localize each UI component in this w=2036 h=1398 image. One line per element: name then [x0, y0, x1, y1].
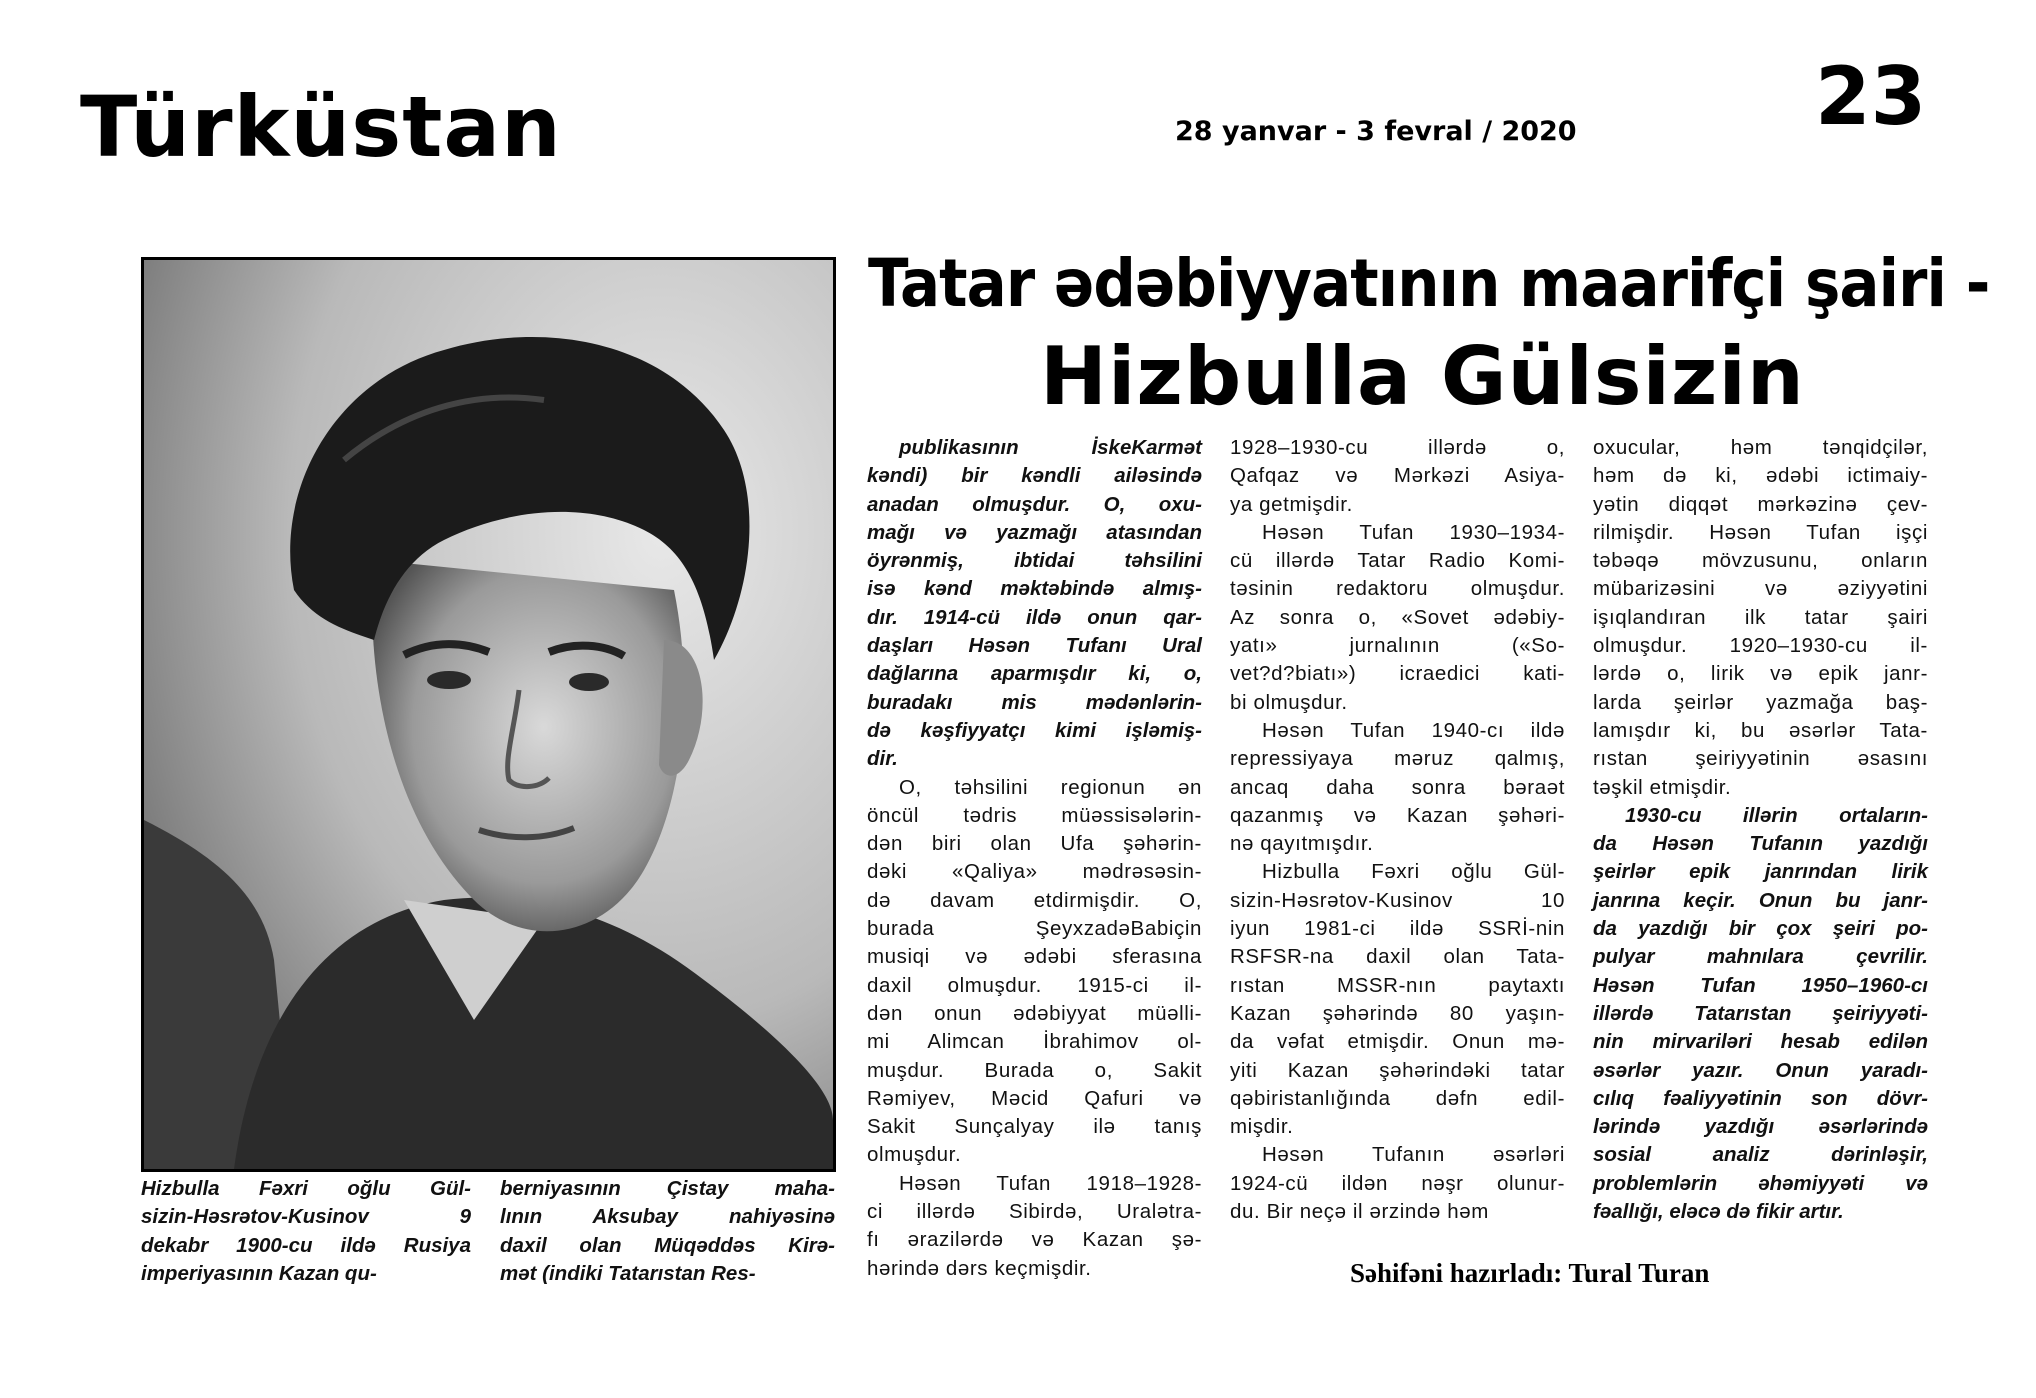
text-line: təbəqə mövzusunu, onların — [1593, 549, 1928, 573]
portrait-photo — [141, 257, 836, 1172]
text-line: qazanmış və Kazan şəhəri- — [1230, 803, 1565, 827]
text-line: Həsən Tufan 1950–1960-cı — [1593, 973, 1928, 997]
photo-caption-col1 — [141, 1175, 471, 1288]
text-line: mübarizəsini və əziyyətini — [1593, 577, 1928, 601]
text-line: ya getmişdir. — [1230, 492, 1353, 516]
text-line: mişdir. — [1230, 1115, 1294, 1139]
text-line: 1924-cü ildən nəşr olunur- — [1230, 1171, 1565, 1195]
text-line: du. Bir neçə il ərzində həm — [1230, 1200, 1489, 1224]
text-line: vet?d?biatı») icraedici kati- — [1230, 662, 1565, 686]
article-col3-body — [1593, 434, 1928, 802]
text-line: musiqi və ədəbi sferasına — [867, 945, 1202, 969]
text-line: Rəmiyev, Məcid Qafuri və — [867, 1086, 1202, 1110]
text-line: daxil olmuşdur. 1915-ci il- — [867, 973, 1202, 997]
text-line: yatı» jurnalının («So- — [1230, 634, 1565, 658]
text-line: pulyar mahnılara çevrilir. — [1593, 945, 1928, 969]
issue-date: 28 yanvar - 3 fevral / 2020 — [1175, 116, 1577, 147]
text-line: O, təhsilini regionun ən — [899, 775, 1202, 799]
text-line: daşları Həsən Tufanı Ural — [867, 634, 1202, 658]
text-line: repressiyaya məruz qalmış, — [1230, 747, 1565, 771]
text-line: cılıq fəaliyyətinin son dövr- — [1593, 1086, 1928, 1110]
text-line: muşdur. Burada o, Sakit — [867, 1058, 1202, 1082]
text-line: öyrənmiş, ibtidai təhsilini — [867, 549, 1202, 573]
article-column-1 — [867, 434, 1202, 1283]
article-column-2 — [1230, 434, 1565, 1226]
text-line: burada ŞeyxzadəBabiçin — [867, 917, 1202, 941]
text-line: larda şeirlər yazmağa baş- — [1593, 690, 1928, 714]
text-line: anadan olmuşdur. O, oxu- — [867, 492, 1202, 516]
article-col1-body — [867, 774, 1202, 1283]
text-line: də kəşfiyyatçı kimi işləmiş- — [867, 718, 1202, 742]
text-line: işıqlandıran ilk tatar şairi — [1593, 605, 1928, 629]
text-line: Həsən Tufan 1918–1928- — [899, 1171, 1202, 1195]
text-line: lının Aksubay nahiyəsinə — [500, 1205, 835, 1229]
text-line: oxucular, həm tənqidçilər, — [1593, 436, 1928, 459]
text-line: mət (indiki Tatarıstan Res- — [500, 1261, 756, 1285]
text-line: Sakit Sunçalyay ilə tanış — [867, 1115, 1202, 1139]
text-line: də davam etdirmişdir. O, — [867, 888, 1202, 912]
text-line: dən onun ədəbiyyat müəlli- — [867, 1001, 1202, 1025]
text-line: ci illərdə Sibirdə, Uralətra- — [867, 1200, 1202, 1224]
text-line: sizin-Həsrətov-Kusinov 9 — [141, 1205, 471, 1229]
text-line: sizin-Həsrətov-Kusinov 10 — [1230, 888, 1565, 912]
text-line: Kazan şəhərində 80 yaşın- — [1230, 1001, 1565, 1025]
text-line: təşkil etmişdir. — [1593, 775, 1732, 799]
text-line: Həsən Tufan 1940-cı ildə — [1262, 718, 1565, 742]
text-line: buradakı mis mədənlərin- — [867, 690, 1202, 714]
text-line: illərdə Tatarıstan şeiriyyəti- — [1593, 1001, 1928, 1025]
text-line: olmuşdur. 1920–1930-cu il- — [1593, 634, 1928, 658]
text-line: sosial analiz dərinləşir, — [1593, 1143, 1928, 1167]
text-line: olmuşdur. — [867, 1143, 962, 1167]
text-line: fı ərazilərdə və Kazan şə- — [867, 1228, 1202, 1252]
text-line: qəbiristanlığında dəfn edil- — [1230, 1086, 1565, 1110]
text-line: problemlərin əhəmiyyəti və — [1593, 1171, 1928, 1195]
text-line: yiti Kazan şəhərindəki tatar — [1230, 1058, 1565, 1082]
text-line: Qafqaz və Mərkəzi Asiya- — [1230, 464, 1565, 488]
text-line: rilmişdir. Həsən Tufan işçi — [1593, 520, 1928, 544]
text-line: dən biri olan Ufa şəhərin- — [867, 832, 1202, 856]
text-line: dir. — [867, 747, 898, 771]
masthead: Türküstan — [80, 78, 562, 176]
text-line: cü illərdə Tatar Radio Komi- — [1230, 549, 1565, 573]
text-line: publikasının İskeKarmət — [899, 436, 1202, 459]
text-line: da vəfat etmişdir. Onun mə- — [1230, 1030, 1565, 1054]
text-line: şeirlər epik janrından lirik — [1593, 860, 1928, 884]
text-line: ancaq daha sonra bəraət — [1230, 775, 1565, 799]
text-line: imperiyasının Kazan qu- — [141, 1261, 377, 1285]
text-line: nin mirvariləri hesab edilən — [1593, 1030, 1928, 1054]
text-line: daxil olan Müqəddəs Kirə- — [500, 1233, 835, 1257]
text-line: iyun 1981-ci ildə SSRİ-nin — [1230, 917, 1565, 941]
text-line: lamışdır ki, bu əsərlər Tata- — [1593, 718, 1928, 742]
text-line: RSFSR-na daxil olan Tata- — [1230, 945, 1565, 969]
text-line: hərində dərs keçmişdir. — [867, 1256, 1092, 1280]
text-line: isə kənd məktəbində almış- — [867, 577, 1202, 601]
text-line: Az sonra o, «Sovet ədəbiy- — [1230, 605, 1565, 629]
page-number: 23 — [1815, 50, 1927, 143]
text-line: nə qayıtmışdır. — [1230, 832, 1374, 856]
text-line: Həsən Tufanın əsərləri — [1262, 1143, 1565, 1167]
text-line: lərdə o, lirik və epik janr- — [1593, 662, 1928, 686]
text-line: 1928–1930-cu illərdə o, — [1230, 436, 1565, 459]
text-line: kəndi) bir kəndli ailəsində — [867, 464, 1202, 488]
article-col1-lead — [867, 434, 1202, 774]
headline-line-2: Hizbulla Gülsizin — [1040, 330, 1805, 423]
text-line: əsərlər yazır. Onun yaradı- — [1593, 1058, 1928, 1082]
text-line: dəki «Qaliya» mədrəsəsin- — [867, 860, 1202, 884]
portrait-illustration — [144, 260, 833, 1169]
text-line: Hizbulla Fəxri oğlu Gül- — [141, 1177, 471, 1200]
text-line: dır. 1914-cü ildə onun qar- — [867, 605, 1202, 629]
text-line: fəallığı, eləcə də fikir artır. — [1593, 1200, 1844, 1224]
text-line: bi olmuşdur. — [1230, 690, 1348, 714]
text-line: mağı və yazmağı atasından — [867, 520, 1202, 544]
byline: Səhifəni hazırladı: Tural Turan — [1350, 1258, 1710, 1288]
text-line: rıstan MSSR-nın paytaxtı — [1230, 973, 1565, 997]
article-col3-highlight — [1593, 802, 1928, 1226]
text-line: dekabr 1900-cu ildə Rusiya — [141, 1233, 471, 1257]
text-line: mi Alimcan İbrahimov ol- — [867, 1030, 1202, 1054]
text-line: dağlarına aparmışdır ki, o, — [867, 662, 1202, 686]
text-line: 1930-cu illərin ortaların- — [1625, 803, 1928, 827]
headline-line-1: Tatar ədəbiyyatının maarifçi şairi - — [868, 245, 1990, 322]
text-line: da Həsən Tufanın yazdığı — [1593, 832, 1928, 856]
text-line: təsinin redaktoru olmuşdur. — [1230, 577, 1565, 601]
article-column-3 — [1593, 434, 1928, 1226]
text-line: Həsən Tufan 1930–1934- — [1262, 520, 1565, 544]
photo-caption-col2 — [500, 1175, 835, 1288]
text-line: lərində yazdığı əsərlərində — [1593, 1115, 1928, 1139]
text-line: janrına keçir. Onun bu janr- — [1593, 888, 1928, 912]
text-line: da yazdığı bir çox şeiri po- — [1593, 917, 1928, 941]
text-line: rıstan şeiriyyətinin əsasını — [1593, 747, 1928, 771]
text-line: öncül tədris müəssisələrin- — [867, 803, 1202, 827]
text-line: yətin diqqət mərkəzinə çev- — [1593, 492, 1928, 516]
text-line: Hizbulla Fəxri oğlu Gül- — [1262, 860, 1565, 884]
text-line: berniyasının Çistay maha- — [500, 1177, 835, 1200]
text-line: həm də ki, ədəbi ictimaiy- — [1593, 464, 1928, 488]
